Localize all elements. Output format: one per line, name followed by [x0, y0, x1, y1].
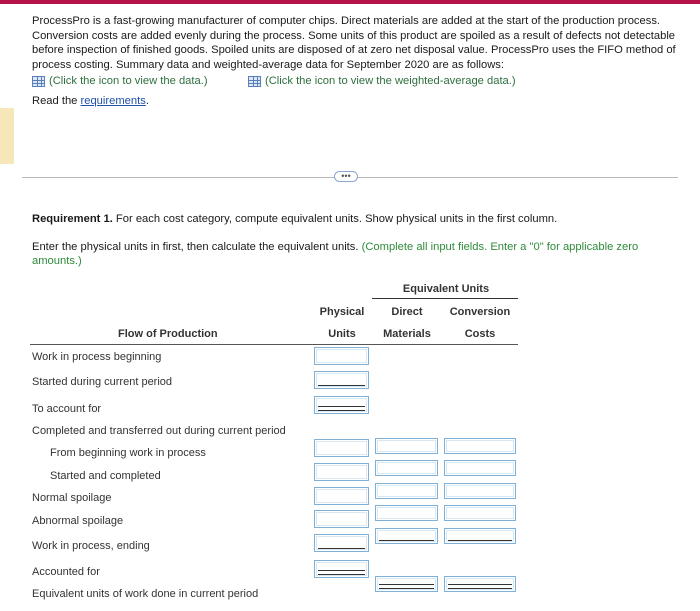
row-wip-beginning: Work in process beginning [32, 351, 162, 363]
physical-header-1: Physical [319, 306, 365, 318]
row-wip-ending: Work in process, ending [32, 540, 150, 552]
requirement-1 [32, 213, 557, 225]
physical-from-beginning-input[interactable] [314, 439, 369, 457]
physical-started-completed-input[interactable] [314, 463, 369, 481]
view-weighted-data-link-label[interactable]: (Click the icon to view the weighted-average data.) [265, 75, 516, 87]
dm-normal-spoilage-input[interactable] [375, 483, 438, 499]
physical-wip-ending-input[interactable] [314, 534, 369, 552]
read-suffix: . [145, 95, 149, 107]
table-icon[interactable] [248, 76, 261, 87]
row-accounted-for: Accounted for [32, 566, 100, 578]
row-to-account-for: To account for [32, 403, 102, 415]
requirements-link[interactable]: requirements [80, 95, 146, 107]
top-accent-bar [0, 0, 700, 4]
instructions-hint: (Complete all input fields. Enter a "0" for applicable zero amounts.) [32, 241, 639, 267]
row-equivalent-units: Equivalent units of work done in current period [32, 588, 259, 600]
cc-wip-ending-input[interactable] [444, 528, 516, 544]
cc-normal-spoilage-input[interactable] [444, 483, 516, 499]
view-data-link-label[interactable]: (Click the icon to view the data.) [49, 75, 208, 87]
expand-button[interactable]: ••• [334, 171, 358, 182]
requirement-text: For each cost category, compute equivalent units. Show physical units in the first column. [112, 213, 558, 225]
flow-header: Flow of Production [118, 328, 218, 340]
cc-from-beginning-input[interactable] [444, 438, 516, 454]
requirement-label: Requirement 1. [32, 213, 113, 225]
instructions [32, 240, 682, 268]
dm-abnormal-spoilage-input[interactable] [375, 505, 438, 521]
cc-equivalent-units-input[interactable] [444, 576, 516, 592]
equivalent-units-rule [372, 298, 518, 299]
view-weighted-data-link[interactable] [248, 75, 516, 87]
read-prefix: Read the [32, 95, 81, 107]
problem-intro: ProcessPro is a fast-growing manufacturer of computer chips. Direct materials are added at the start of the production process. Conversion costs are added evenly during the process. Some units of this product are spoiled as a result of defects not detectable before inspection of finished goods. Spoiled units are disposed of at zero net disposal value. ProcessPro uses the FIFO method of process costing. Summary data and weighted-average data for September 2020 are as follows: [32, 15, 676, 71]
equivalent-units-header: Equivalent Units [402, 283, 490, 295]
dm-equivalent-units-input[interactable] [375, 576, 438, 592]
table-icon[interactable] [32, 76, 45, 87]
dm-header-1: Direct [391, 306, 423, 318]
row-from-beginning: From beginning work in process [50, 447, 206, 459]
physical-to-account-input[interactable] [314, 396, 369, 414]
dm-started-completed-input[interactable] [375, 460, 438, 476]
row-started: Started during current period [32, 376, 173, 388]
dm-header-2: Materials [383, 328, 431, 340]
cc-abnormal-spoilage-input[interactable] [444, 505, 516, 521]
physical-header-2: Units [328, 328, 356, 340]
cc-header-1: Conversion [449, 306, 511, 318]
header-rule [30, 344, 518, 345]
physical-normal-spoilage-input[interactable] [314, 487, 369, 505]
row-normal-spoilage: Normal spoilage [32, 492, 112, 504]
cc-started-completed-input[interactable] [444, 460, 516, 476]
physical-started-input[interactable] [314, 371, 369, 389]
instructions-text: Enter the physical units in first, then calculate the equivalent units. [32, 241, 362, 253]
row-completed: Completed and transferred out during current period [32, 425, 286, 437]
dm-wip-ending-input[interactable] [375, 528, 438, 544]
side-tab[interactable] [0, 108, 14, 164]
physical-abnormal-spoilage-input[interactable] [314, 510, 369, 528]
read-requirements [32, 95, 149, 107]
physical-accounted-for-input[interactable] [314, 560, 369, 578]
row-abnormal-spoilage: Abnormal spoilage [32, 515, 124, 527]
physical-wip-beginning-input[interactable] [314, 347, 369, 365]
view-data-link[interactable] [32, 75, 208, 87]
cc-header-2: Costs [464, 328, 496, 340]
row-started-completed: Started and completed [50, 470, 161, 482]
dm-from-beginning-input[interactable] [375, 438, 438, 454]
